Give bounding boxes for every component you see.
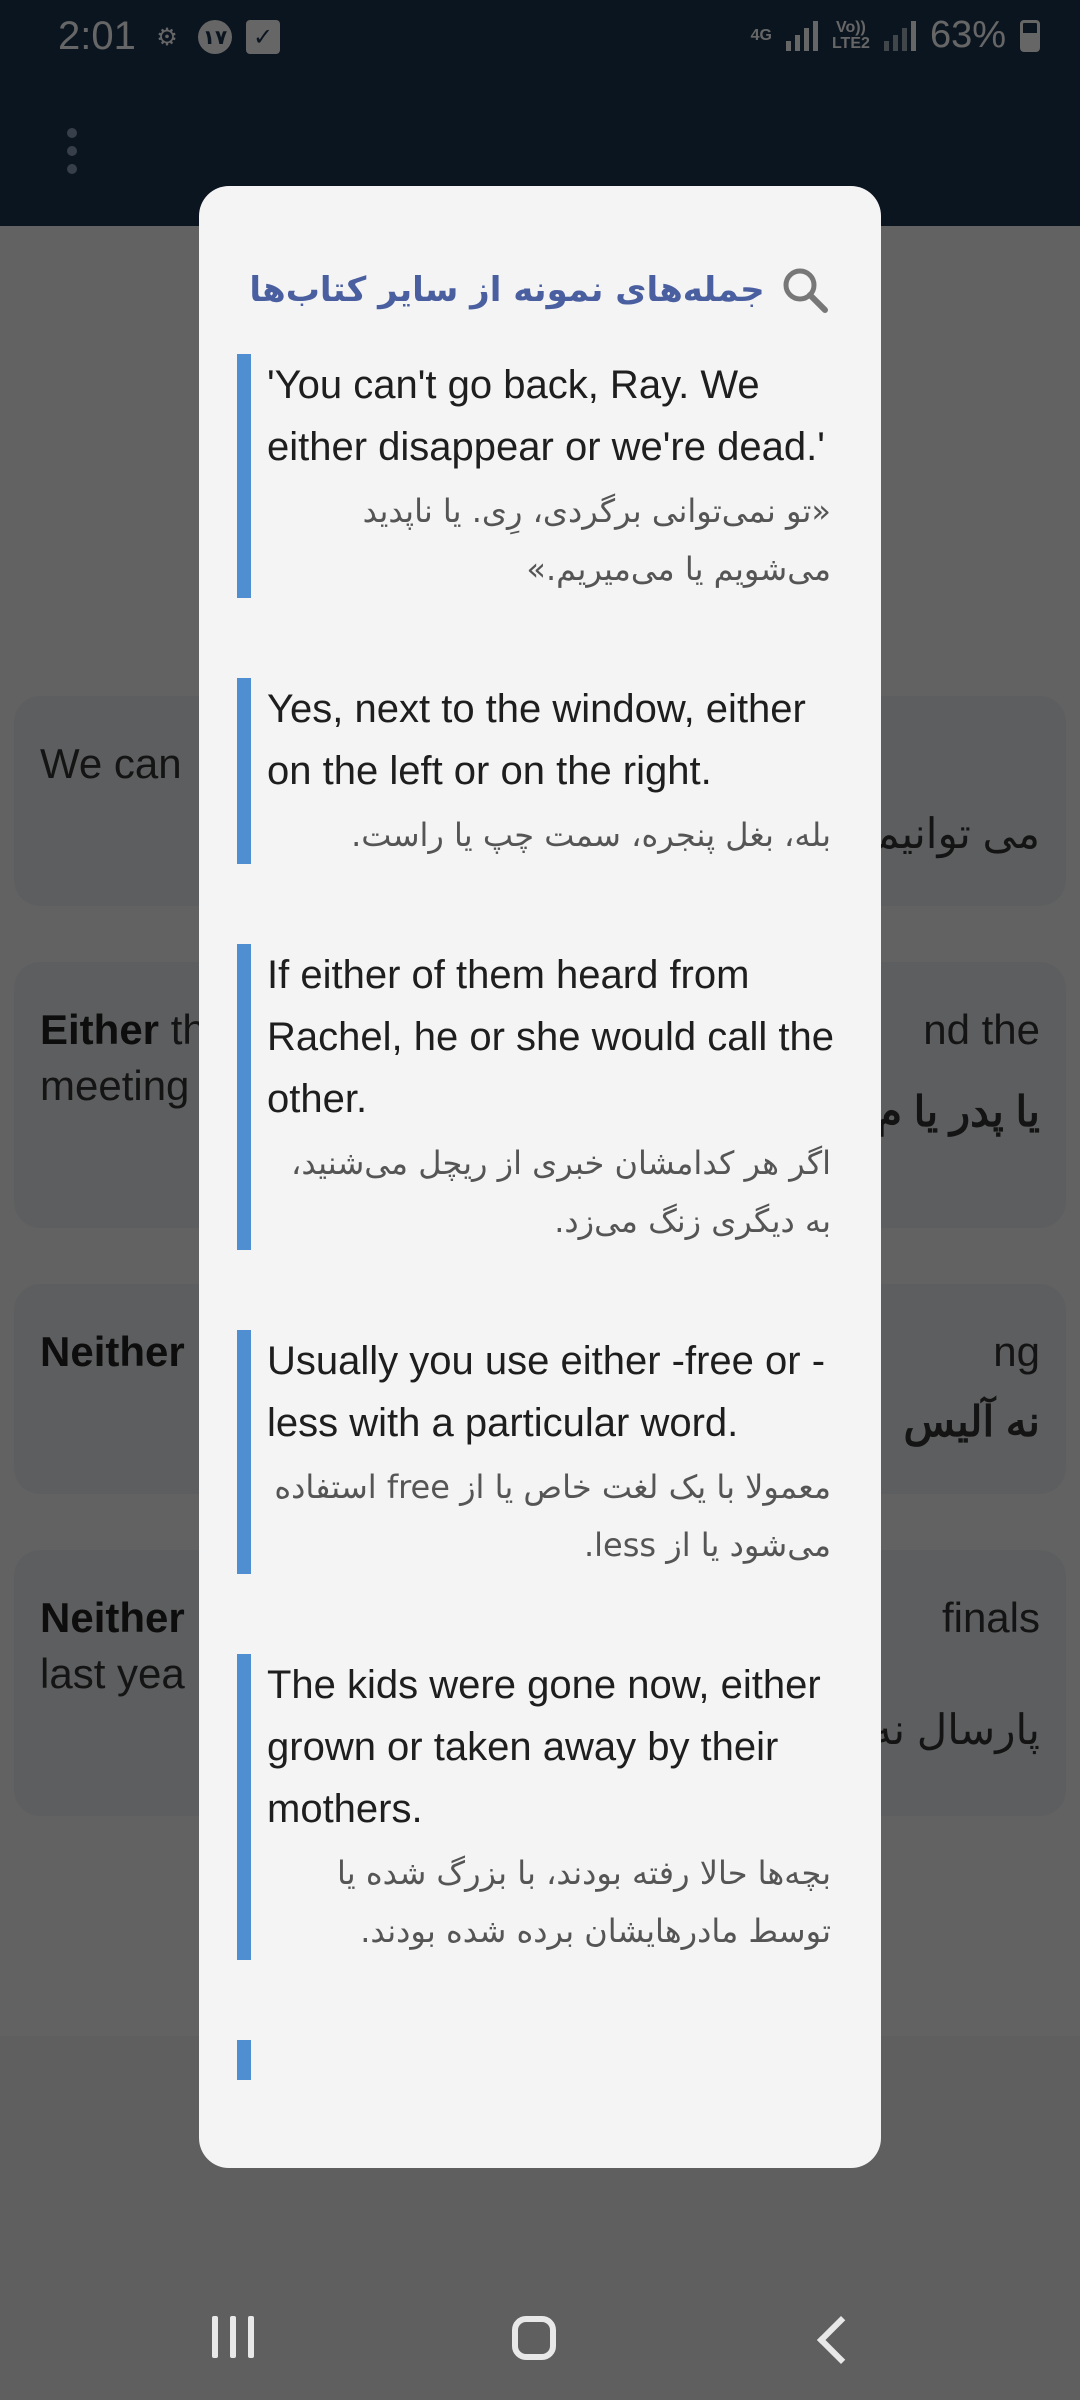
back-icon[interactable] [817,2316,865,2364]
english-sentence: The kids were gone now, either grown or taken away by their mothers. [267,1663,821,1831]
dialog-title: جمله‌های نمونه از سایر کتاب‌ها [249,270,765,310]
list-item [237,1654,841,1960]
list-item [237,1330,841,1574]
home-icon[interactable] [512,2316,556,2360]
recent-apps-icon[interactable] [212,2316,254,2358]
search-icon[interactable] [779,264,831,316]
english-sentence: Yes, next to the window, either on the left or on the right. [267,687,806,793]
quote-bar [237,1330,251,1574]
list-item [237,678,841,864]
persian-translation: اگر هر کدامشان خبری از ریچل می‌شنید، به دیگری زنگ می‌زد. [291,1144,831,1240]
quote-bar [237,678,251,864]
list-item [237,2040,841,2080]
english-sentence: 'You can't go back, Ray. We either disappear or we're dead.' [267,363,825,469]
example-sentences-dialog [199,186,881,2168]
persian-translation: بچه‌ها حالا رفته بودند، با بزرگ شده یا توسط مادرهایشان برده شده بودند. [337,1854,831,1950]
persian-translation: «تو نمی‌توانی برگردی، رِی. یا ناپدید می‌شویم یا می‌میریم.» [362,492,831,588]
examples-list[interactable] [199,354,881,2080]
quote-bar [237,2040,251,2080]
english-sentence: If either of them heard from Rachel, he or she would call the other. [267,953,834,1121]
dialog-header [199,260,881,320]
english-sentence: Usually you use either -free or -less with a particular word. [267,1339,826,1445]
quote-bar [237,1654,251,1960]
quote-bar [237,944,251,1250]
list-item [237,944,841,1250]
persian-translation: معمولا با یک لغت خاص یا از free استفاده می‌شود یا از less. [274,1468,831,1564]
quote-bar [237,354,251,598]
persian-translation: بله، بغل پنجره، سمت چپ یا راست. [351,816,831,854]
list-item [237,354,841,598]
navigation-bar [0,2268,1080,2400]
